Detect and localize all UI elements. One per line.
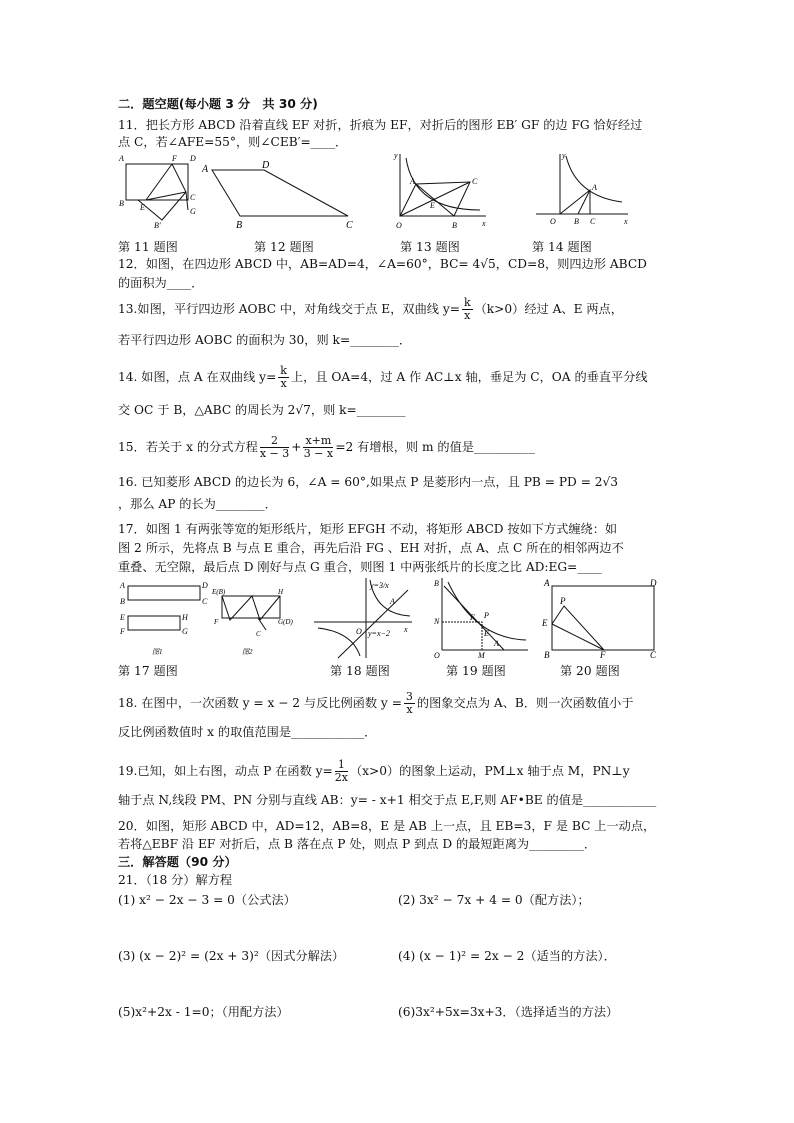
svg-text:B: B (120, 597, 125, 606)
q14-line2: 交 OC 于 B，△ABC 的周长为 2√7，则 k=________ (118, 403, 406, 417)
svg-text:B: B (119, 199, 124, 208)
svg-text:B': B' (154, 221, 161, 230)
svg-text:E: E (120, 613, 125, 622)
svg-text:C: C (202, 597, 208, 606)
svg-text:F: F (172, 154, 177, 163)
svg-text:G: G (182, 627, 188, 636)
svg-text:E: E (140, 203, 145, 212)
equation-5: (5)x²+2x - 1=0；（用配方法） (118, 1005, 289, 1019)
q16-line1: 16. 已知菱形 ABCD 的边长为 6，∠A = 60°,如果点 P 是菱形内一点，且 PB = PD = 2√3 (118, 475, 619, 489)
svg-text:B: B (574, 217, 579, 226)
svg-text:B: B (434, 579, 439, 588)
svg-text:D: D (262, 160, 270, 171)
q18-text-pre: 18. 在图中，一次函数 y = x − 2 与反比例函数 y = (118, 696, 402, 710)
figure-18 (312, 576, 414, 660)
svg-text:C: C (472, 177, 478, 186)
svg-text:B: B (544, 650, 550, 658)
caption-17: 第 17 题图 (118, 664, 178, 678)
svg-text:D: D (190, 154, 196, 163)
q17-line1: 17．如图 1 有两张等宽的矩形纸片，矩形 EFGH 不动，将矩形 ABCD 按如下方式缠绕：如 (118, 522, 618, 536)
svg-text:F: F (214, 618, 219, 626)
caption-12: 第 12 题图 (254, 240, 314, 254)
svg-text:y: y (394, 151, 398, 160)
q15-text-post: =2 有增根，则 m 的值是__________ (335, 440, 535, 454)
q19-fraction: $\frac{1}{2x}$ (334, 758, 348, 784)
q15-fraction-2: $\frac{x+m}{3 - x}$ (303, 434, 334, 460)
svg-text:F: F (600, 650, 606, 658)
q12-line2: 的面积为____． (118, 276, 204, 290)
q14-text-post: 上，且 OA=4，过 A 作 AC⊥x 轴，垂足为 C，OA 的垂直平分线 (290, 370, 648, 384)
q12-line1: 12．如图，在四边形 ABCD 中，AB=AD=4，∠A=60°，BC= 4√5，CD=8，则四边形 ABCD (118, 257, 647, 271)
caption-19: 第 19 题图 (446, 664, 506, 678)
q13-text-post: （k>0）经过 A、E 两点， (474, 302, 623, 316)
svg-text:D: D (650, 578, 657, 588)
svg-text:C: C (590, 217, 596, 226)
equation-2: (2) 3x² − 7x + 4 = 0（配方法）； (398, 893, 590, 907)
svg-text:A: A (592, 183, 597, 192)
svg-text:E: E (542, 618, 548, 628)
q19-line2: 轴于点 N,线段 PM、PN 分别与直线 AB：y= - x+1 相交于点 E,F,则 AF•BE 的值是____________ (118, 793, 657, 807)
svg-text:O: O (396, 221, 402, 230)
svg-text:C: C (256, 630, 261, 638)
svg-text:x: x (404, 625, 408, 634)
caption-14: 第 14 题图 (532, 240, 592, 254)
equation-4: (4) (x − 1)² = 2x − 2（适当的方法）． (398, 949, 616, 963)
svg-text:C: C (190, 193, 196, 202)
svg-text:G(D): G(D) (278, 618, 293, 626)
q19-text-pre: 19.已知，如上右图，动点 P 在函数 y= (118, 764, 333, 778)
svg-text:B: B (236, 220, 243, 228)
q13-fraction: $\frac{k}{x}$ (463, 296, 471, 322)
q18-fraction: $\frac{3}{x}$ (405, 690, 413, 716)
q13-text-pre: 13.如图，平行四边形 AOBC 中，对角线交于点 E，双曲线 y= (118, 302, 460, 316)
svg-text:N: N (434, 617, 440, 626)
figure-17-1 (118, 578, 210, 658)
svg-text:A: A (410, 177, 415, 186)
caption-11: 第 11 题图 (118, 240, 178, 254)
svg-text:O: O (356, 627, 362, 636)
q20-line1: 20．如图，矩形 ABCD 中，AD=12，AB=8，E 是 AB 上一点，且 EB=3，F 是 BC 上一动点， (118, 819, 656, 833)
figure-11 (118, 152, 200, 232)
svg-text:C: C (650, 650, 657, 658)
svg-text:E(B): E(B) (212, 588, 226, 596)
q17-line2: 图 2 所示，先将点 B 与点 E 重合，再先后沿 FG 、EH 对折，点 A、点 C 所在的相邻两边不 (118, 541, 624, 555)
equation-1: (1) x² − 2x − 3 = 0（公式法） (118, 893, 296, 907)
svg-text:E: E (484, 629, 489, 638)
svg-text:x: x (624, 217, 628, 226)
svg-text:O: O (550, 217, 556, 226)
svg-text:E: E (430, 201, 435, 210)
section-3-heading: 三．解答题（90 分） (118, 855, 237, 869)
svg-text:A: A (120, 581, 125, 590)
svg-text:A: A (202, 164, 209, 175)
figure-12 (200, 158, 360, 228)
svg-text:P: P (560, 596, 566, 606)
svg-text:A: A (119, 154, 124, 163)
q19-text-post: （x>0）的图象上运动，PM⊥x 轴于点 M，PN⊥y (349, 764, 630, 778)
svg-text:H: H (278, 588, 284, 596)
q19-line1 (118, 756, 630, 786)
figure-17-2 (212, 586, 298, 658)
figure-14 (532, 150, 632, 232)
caption-13: 第 13 题图 (400, 240, 460, 254)
figure-17-2-label: 图2 (242, 648, 253, 656)
svg-text:A: A (544, 578, 550, 588)
q15-text-pre: 15．若关于 x 的分式方程 (118, 440, 258, 454)
svg-text:O: O (434, 651, 440, 660)
q11-line2: 点 C，若∠AFE=55°，则∠CEB′=____． (118, 135, 348, 149)
svg-text:C: C (346, 220, 353, 228)
section-2-heading: 二．题空题(每小题 3 分 共 30 分) (118, 97, 318, 111)
figure-13 (390, 150, 490, 232)
q13-line2: 若平行四边形 AOBC 的面积为 30，则 k=________． (118, 333, 412, 347)
q15-fraction-1: $\frac{2}{x - 3}$ (259, 434, 290, 460)
svg-text:F: F (470, 613, 475, 622)
q18-line1 (118, 688, 634, 718)
figure-18-line-label: y=x−2 (368, 629, 390, 638)
q20-line2: 若将△EBF 沿 EF 对折后，点 B 落在点 P 处，则点 P 到点 D 的最短距离为_________． (118, 837, 597, 851)
caption-20: 第 20 题图 (560, 664, 620, 678)
caption-18: 第 18 题图 (330, 664, 390, 678)
svg-text:D: D (202, 581, 208, 590)
svg-text:x: x (482, 219, 486, 228)
q11-line1: 11．把长方形 ABCD 沿着直线 EF 对折，折痕为 EF，对折后的图形 EB′ GF 的边 FG 恰好经过 (118, 118, 643, 132)
svg-text:H: H (182, 613, 188, 622)
figure-18-curve-label: y=3/x (370, 581, 389, 590)
svg-text:P: P (484, 611, 489, 620)
q15: 15．若关于 x 的分式方程 $\frac{2}{x - 3}$ + $\frac{x+m}{3 - x}$ =2 有增根，则 m 的值是__________ (118, 434, 535, 460)
equation-6: (6)3x²+5x=3x+3．（选择适当的方法） (398, 1005, 619, 1019)
q21-title: 21．（18 分）解方程 (118, 873, 233, 887)
figure-20 (540, 578, 660, 658)
figure-19 (434, 576, 530, 660)
q14-line1 (118, 362, 648, 392)
q18-text-post: 的图象交点为 A、B．则一次函数值小于 (416, 696, 634, 710)
svg-text:A: A (494, 639, 499, 648)
svg-text:A: A (390, 597, 395, 606)
q17-line3: 重叠、无空隙，最后点 D 刚好与点 G 重合，则图 1 中两张纸片的长度之比 AD:EG=____ (118, 560, 602, 574)
q18-line2: 反比例函数值时 x 的取值范围是____________． (118, 725, 377, 739)
q14-text-pre: 14. 如图，点 A 在双曲线 y= (118, 370, 277, 384)
q14-fraction: $\frac{k}{x}$ (280, 364, 287, 390)
svg-text:G: G (190, 207, 196, 216)
svg-text:M: M (478, 651, 485, 660)
q16-line2: ，那么 AP 的长为________． (118, 497, 277, 511)
svg-text:y: y (562, 151, 566, 160)
figure-17-1-label: 图1 (152, 648, 163, 656)
equation-3: (3) (x − 2)² = (2x + 3)²（因式分解法） (118, 949, 345, 963)
svg-text:B: B (452, 221, 457, 230)
svg-text:F: F (120, 627, 125, 636)
q13-line1 (118, 294, 623, 324)
